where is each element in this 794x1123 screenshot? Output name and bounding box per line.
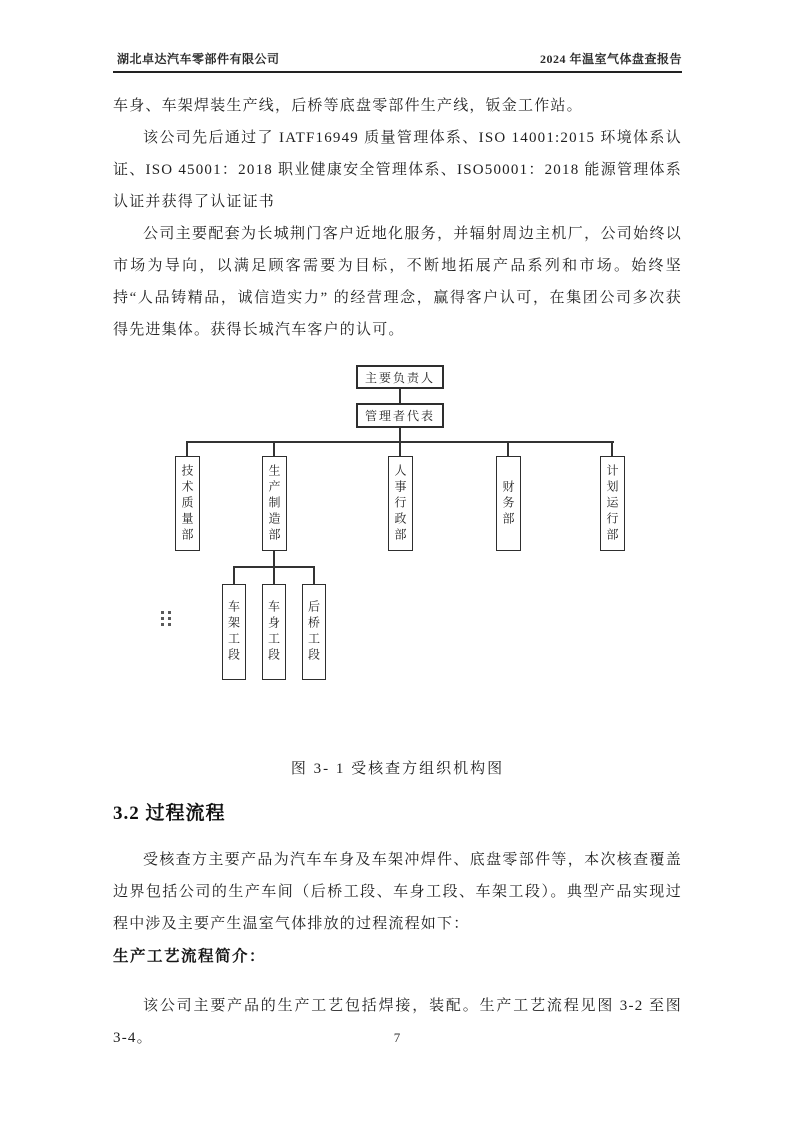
dept-label: 计划运行部 (605, 463, 619, 544)
connector-line (399, 389, 401, 403)
org-box-management-rep-label: 管理者代表 (364, 409, 435, 423)
org-box-dept-finance (496, 456, 521, 551)
paragraph-audit-scope: 受核查方主要产品为汽车车身及车架冲焊件、底盘零部件等，本次核查覆盖边界包括公司的生产车间（后桥工段、车身工段、车架工段）。典型产品实现过程中涉及主要产生温室气体排放的过程流程如下： (113, 852, 682, 932)
connector-line (399, 428, 401, 441)
workshop-label: 车架工段 (226, 600, 241, 664)
company-name: 湖北卓达汽车零部件有限公司 (117, 52, 280, 66)
org-box-workshop-frame (222, 584, 246, 680)
org-box-management-rep (356, 403, 444, 428)
paragraph-certifications: 该公司先后通过了 IATF16949 质量管理体系、ISO 14001:2015 环境体系认证、ISO 45001：2018 职业健康安全管理体系、ISO50001：2018 能源管理体系认证并获得了认证证书 (113, 130, 682, 210)
dept-label: 人事行政部 (393, 463, 407, 544)
org-box-dept-tech-quality (175, 456, 200, 551)
report-title: 2024 年温室气体盘查报告 (539, 52, 682, 66)
org-box-top-leader-label: 主要负责人 (364, 370, 435, 385)
paragraph-production-lines: 车身、车架焊装生产线，后桥等底盘零部件生产线，钣金工作站。 (113, 98, 583, 114)
org-box-workshop-rear-axle (302, 584, 326, 680)
connector-line (399, 441, 401, 457)
connector-line (273, 441, 275, 457)
drag-handle-icon (161, 611, 171, 626)
dept-label: 生产制造部 (267, 463, 281, 544)
body-text-block (113, 90, 682, 346)
dept-label: 技术质量部 (180, 463, 194, 544)
figure-caption: 图 3- 1 受核查方组织机构图 (290, 761, 505, 777)
connector-line (507, 441, 509, 457)
connector-line (313, 566, 315, 585)
paragraph-company-market: 公司主要配套为长城荆门客户近地化服务，并辐射周边主机厂，公司始终以市场为导向，以满足顾客需要为目标，不断地拓展产品系列和市场。始终坚持“人品铸精品，诚信造实力” 的经营理念，赢得客户认可，在集团公司多次获得先进集体。获得长城汽车客户的认可。 (113, 226, 682, 338)
paragraph-process-overview: 该公司主要产品的生产工艺包括焊接，装配。生产工艺流程见图 3-2 至图 3-4。 (113, 998, 682, 1046)
org-box-dept-planning (600, 456, 625, 551)
dept-label: 财务部 (501, 479, 515, 528)
org-box-top-leader (356, 365, 444, 389)
org-box-dept-hr-admin (388, 456, 413, 551)
connector-line (273, 566, 275, 585)
page-header (113, 50, 682, 73)
page-number: 7 (393, 1030, 401, 1045)
connector-line (611, 441, 613, 457)
connector-line (233, 566, 235, 585)
org-box-dept-production (262, 456, 287, 551)
workshop-label: 后桥工段 (306, 600, 321, 664)
section-heading: 3.2 过程流程 (113, 803, 226, 824)
org-box-workshop-body (262, 584, 286, 680)
process-intro-label: 生产工艺流程简介： (113, 948, 267, 965)
workshop-label: 车身工段 (266, 600, 281, 664)
connector-line (186, 441, 188, 457)
